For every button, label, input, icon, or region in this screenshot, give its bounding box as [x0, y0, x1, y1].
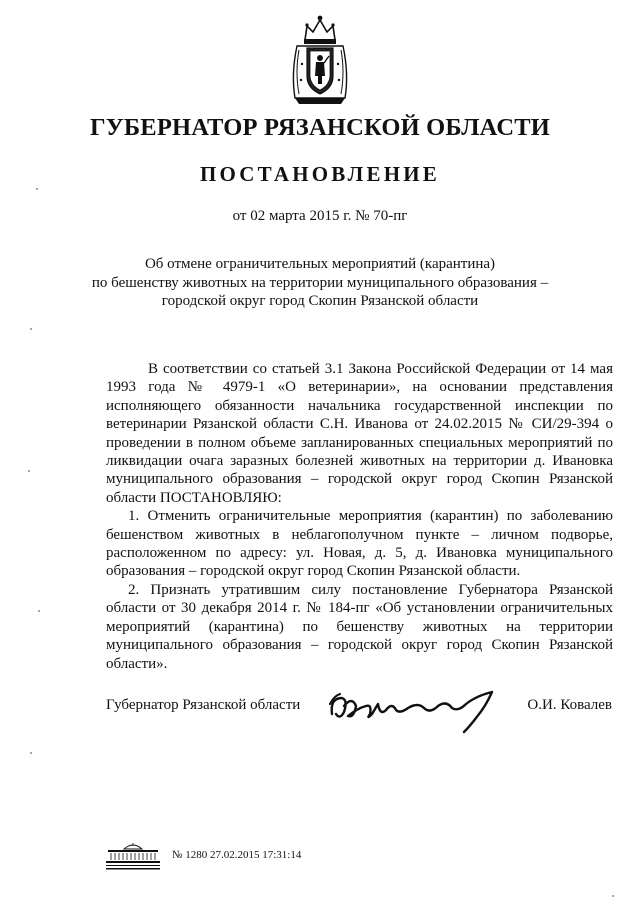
signatory-name: О.И. Ковалев: [527, 697, 612, 713]
registration-stamp: № 1280 27.02.2015 17:31:14: [172, 849, 302, 861]
government-building-icon: [104, 843, 162, 871]
scan-speck: [28, 470, 30, 472]
clause-2: 2. Признать утратившим силу постановление Губернатора Рязанской области от 30 декабря 2014 г. № 184-пг «Об установлении ограничительных мероприятий (карантина) по бешенству животных на территории муниципального образования – городской округ город Скопин Рязанской области».: [106, 581, 613, 672]
document-body: [106, 360, 613, 673]
subject-line: Об отмене ограничительных мероприятий (карантина): [144, 256, 496, 272]
subject-line: по бешенству животных на территории муниципального образования –: [91, 274, 549, 291]
document-date-number: от 02 марта 2015 г. № 70-пг: [232, 208, 408, 224]
scan-speck: [612, 895, 614, 897]
scan-speck: [30, 328, 32, 330]
scan-speck: [30, 752, 32, 754]
scan-speck: [36, 188, 38, 190]
document-type: ПОСТАНОВЛЕНИЕ: [199, 162, 441, 186]
subject-line: городской округ город Скопин Рязанской области: [161, 293, 479, 309]
coat-of-arms-icon: [287, 14, 353, 108]
document-subject: [80, 255, 560, 311]
issuer-title: ГУБЕРНАТОР РЯЗАНСКОЙ ОБЛАСТИ: [89, 114, 551, 141]
handwritten-signature: [326, 684, 502, 734]
signatory-position: Губернатор Рязанской области: [106, 697, 301, 713]
scan-speck: [38, 610, 40, 612]
preamble-paragraph: В соответствии со статьей 3.1 Закона Российской Федерации от 14 мая 1993 года № 4979-1 «О ветеринарии», на основании представления исполняющего обязанности начальника государственной инспекции по ветеринарии Рязанской области С.Н. Иванова от 24.02.2015 № СИ/29-394 о проведении в полном объеме запланированных специальных мероприятий по ликвидации очага заразных болезней животных на территории д. Ивановка муниципального образования – городской округ город Скопин Рязанской области ПОСТАНОВЛЯЮ:: [106, 361, 613, 506]
clause-1: 1. Отменить ограничительные мероприятия (карантин) по заболеванию бешенством животных в неблагополучном пункте – личном подворье, расположенном по адресу: ул. Новая, д. 5, д. Ивановка муниципального образования – городской округ город Скопин Рязанской области.: [106, 508, 613, 580]
